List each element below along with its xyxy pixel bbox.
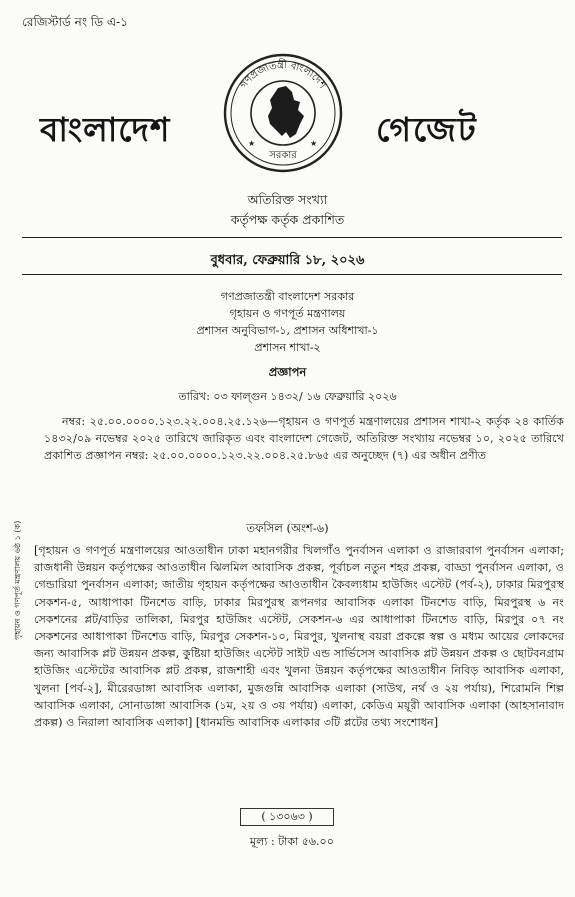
ministry-name: গৃহায়ন ও গণপূর্ত মন্ত্রণালয় [229,307,346,320]
government-name: গণপ্রজাতন্ত্রী বাংলাদেশ সরকার [220,290,355,303]
extra-issue-label: অতিরিক্ত সংখ্যা [247,192,328,207]
page-number: ( ১৩০৬৩ ) [240,808,334,826]
schedule-heading: তফসিল (অংশ-৬) [246,521,329,535]
seal-text-top: গণপ্রজাতন্ত্রী বাংলাদেশ [238,59,328,91]
published-by-label: কর্তৃপক্ষ কর্তৃক প্রকাশিত [230,212,345,227]
notice-paragraph: নম্বর: ২৫.০০.০০০০.১২৩.২২.০০৪.২৫.১২৬—গৃহায়ন ও গণপূর্ত মন্ত্রণালয়ের প্রশাসন শাখা-২ কর্তৃক ২৪ কার্তিক ১৪৩২/০৯ নভেম্বর ২০২৫ তারিখে জারিকৃত এবং বাংলাদেশ গেজেট, অতিরিক্ত সংখ্যায় নভেম্বর ১০, ২০২৫ তারিখে প্রকাশিত প্রজ্ঞাপন নম্বর: ২৫.০০.০০০০.১২৩.২২.০০৪.২৫.৮৬৫ এর অনুচ্ছেদ (৭) এর অধীন প্রণীত [44,415,564,463]
publication-date: বুধবার, ফেব্রুয়ারি ১৮, ২০২৬ [210,253,365,268]
price-label: মূল্য : টাকা ৫৬.০০ [250,835,334,848]
seal-text-bottom: সরকার [269,150,297,161]
branch-name: প্রশাসন শাখা-২ [254,341,321,354]
svg-text:★: ★ [248,139,256,148]
divider-top [22,237,562,238]
divider-bottom [22,274,562,275]
registration-number: রেজিস্টার্ড নং ডি এ-১ [22,15,128,29]
notice-date: তারিখ: ০৩ ফাল্গুন ১৪৩২/ ১৬ ফেব্রুয়ারি ২০২৬ [178,390,397,403]
government-seal-icon [220,50,346,176]
division-name: প্রশাসন অনুবিভাগ-১, প্রশাসন অধিশাখা-১ [196,324,379,337]
svg-text:★: ★ [310,139,318,148]
schedule-text: [গৃহায়ন ও গণপূর্ত মন্ত্রণালয়ের আওতাধীন ঢাকা মহানগরীর খিলগাঁও পুনর্বাসন এলাকা ও রাজারবাগ পুনর্বাসন এলাকা; রাজধানী উন্নয়ন কর্তৃপক্ষের আওতাধীন ঝিলমিল আবাসিক প্রকল্প, পূর্বাচল নতুন শহর প্রকল্প, বাড্ডা পুনর্বাসন এলাকা, ও গেন্ডারিয়া পুনর্বাসন এলাকা; জাতীয় গৃহায়ন কর্তৃপক্ষের আওতাধীন কৈবল্যধাম হাউজিং এস্টেট (পর্ব-২), ঢাকার মিরপুরস্থ সেকশন-৫, আধাপাকা টিনশেড বাড়ি, ঢাকার মিরপুরস্থ রূপনগর আবাসিক এলাকা টিনশেড বাড়ি, মিরপুরস্থ ৬ নং সেকশনের প্লট/বাড়ির তালিকা, মিরপুর হাউজিং এস্টেট, সেকশন-৬ এর আধাপাকা টিনশেড বাড়ি, মিরপুর ০৭ নং সেকশনের আধাপাকা টিনশেড বাড়ি, মিরপুর সেকশন-১০, মিরপুর, খুলনাস্থ বয়রা প্রকল্পে স্বল্প ও মধ্যম আয়ের লোকদের জন্য আবাসিক প্লট উন্নয়ন প্রকল্প, কুষ্টিয়া হাউজিং এস্টেট সাইট এন্ড সার্ভিসেস আবাসিক প্লট উন্নয়ন প্রকল্প ও ছোটবনগ্রাম হাউজিং এস্টেটের আবাসিক প্লট প্রকল্প, রাজশাহী এবং খুলনা উন্নয়ন কর্তৃপক্ষের আওতাধীন নিবিড় আবাসিক এলাকা, খুলনা [পর্ব-২], মীরেরডাঙ্গা আবাসিক এলাকা, মুজগুন্নি আবাসিক এলাকা (সাউথ, নর্থ ও ২য় পর্যায়), শিরোমনি শিল্প আবাসিক এলাকা, সোনাডাঙ্গা আবাসিক (১ম, ২য় ও ৩য় পর্যায়) এলাকা, কেডিএ ময়ূরী আবাসিক এলাকা (আহসানাবাদ প্রকল্প) ও নিরালা আবাসিক এলাকা] [ধানমন্ডি আবাসিক এলাকার ৩টি প্লটের তথ্য সংশোধন] [34,544,564,730]
masthead-title-left: বাংলাদেশ [40,110,171,149]
notice-heading: প্রজ্ঞাপন [268,365,307,379]
government-seal [220,50,346,176]
margin-annotation: গৃহায়ন ও গণপূর্ত মন্ত্রণালয় ৬ষ্ঠ ১ (ক) [13,520,22,640]
masthead-title-right: গেজেট [376,110,478,149]
